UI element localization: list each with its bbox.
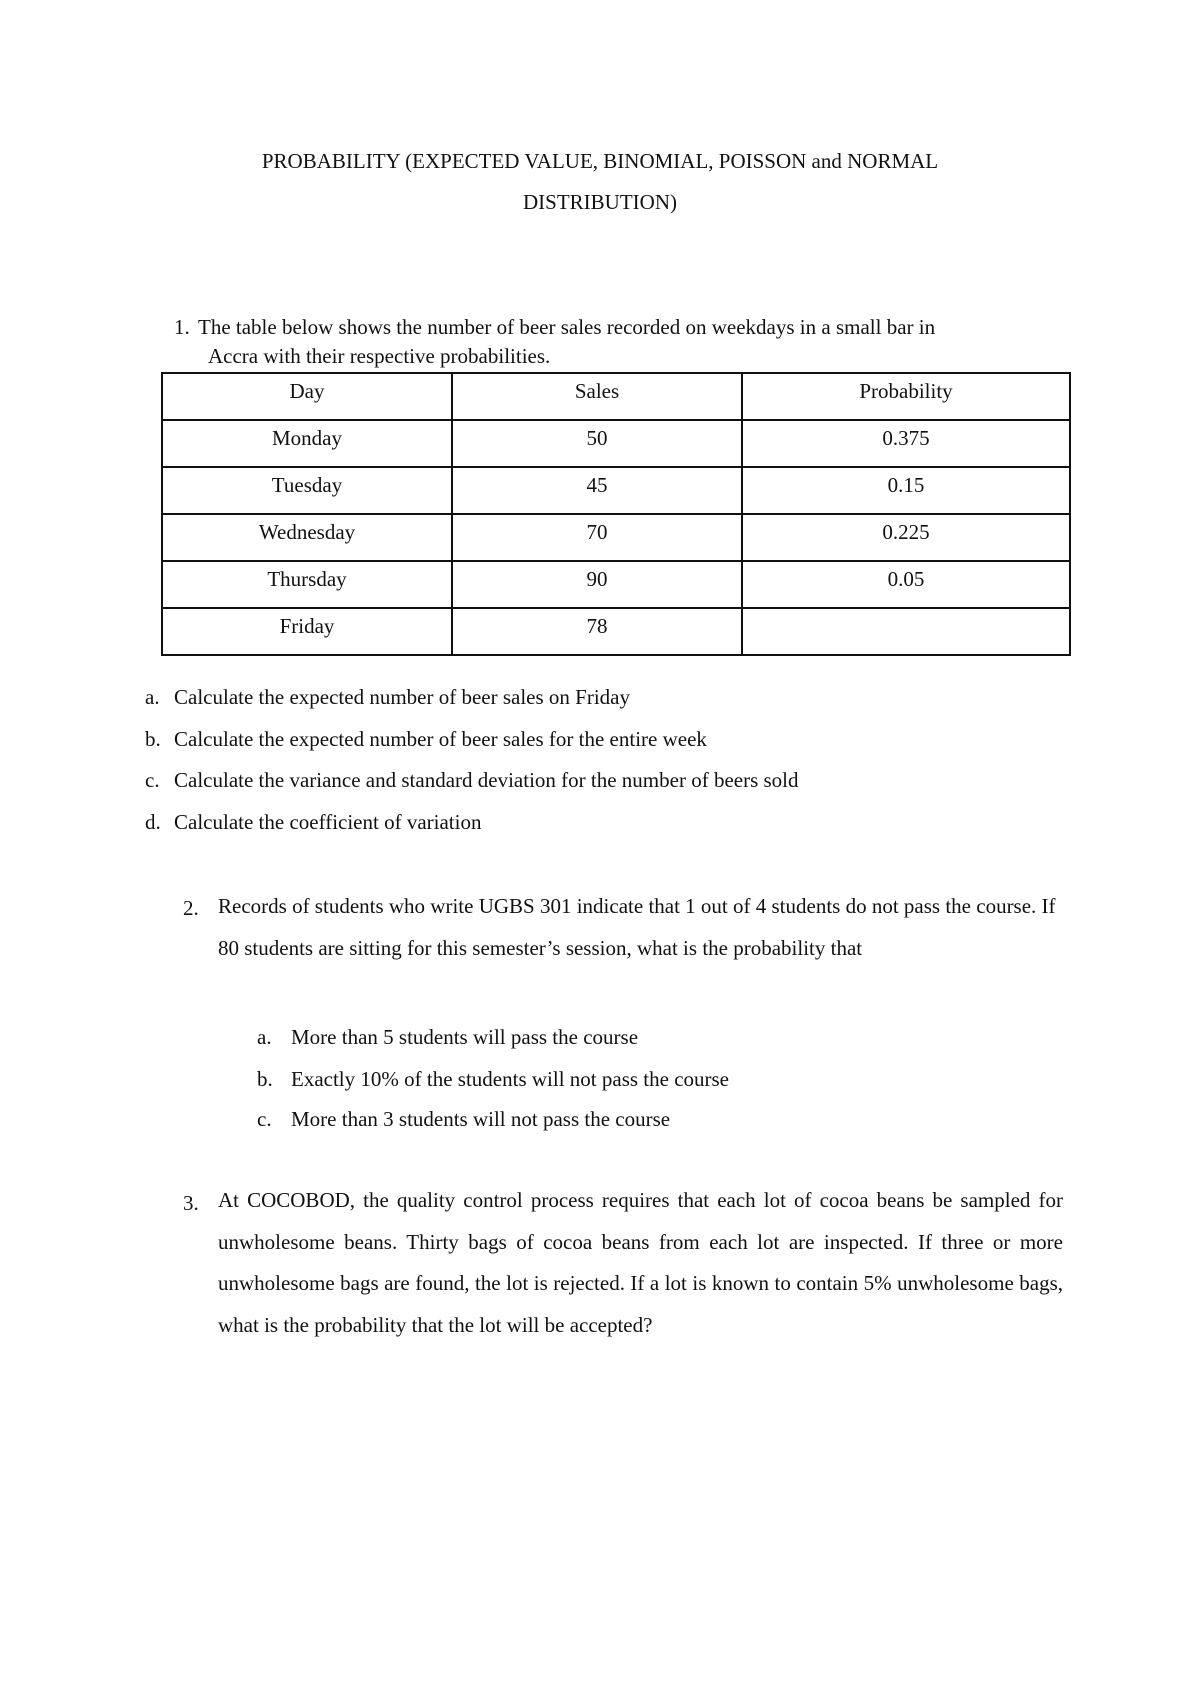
table-header-cell: Sales bbox=[452, 373, 742, 420]
part-label: b. bbox=[145, 727, 161, 751]
table-cell: 45 bbox=[452, 467, 742, 514]
table-cell: Friday bbox=[162, 608, 452, 655]
part-label: a. bbox=[145, 685, 160, 709]
table-header-cell: Probability bbox=[742, 373, 1070, 420]
question-1-number: 1. bbox=[174, 315, 190, 339]
title-line-2: DISTRIBUTION) bbox=[523, 190, 677, 214]
question-3-number: 3. bbox=[183, 1191, 199, 1215]
question-2-number: 2. bbox=[183, 896, 199, 920]
table-cell: Thursday bbox=[162, 561, 452, 608]
part-label: b. bbox=[257, 1067, 273, 1091]
table-cell: 0.375 bbox=[742, 420, 1070, 467]
part-label: c. bbox=[257, 1107, 272, 1131]
table-cell: 0.05 bbox=[742, 561, 1070, 608]
part-text: More than 3 students will not pass the course bbox=[291, 1107, 671, 1131]
table-cell: Monday bbox=[162, 420, 452, 467]
part-text: Calculate the expected number of beer sales on Friday bbox=[174, 685, 630, 709]
table-cell: 50 bbox=[452, 420, 742, 467]
title-line-1: PROBABILITY (EXPECTED VALUE, BINOMIAL, POISSON and NORMAL bbox=[261, 149, 939, 173]
part-label: a. bbox=[257, 1025, 272, 1049]
question-1-text-line-2: Accra with their respective probabilities. bbox=[208, 344, 551, 368]
beer-sales-table bbox=[161, 372, 1071, 656]
table-cell: 0.225 bbox=[742, 514, 1070, 561]
part-text: Calculate the variance and standard deviation for the number of beers sold bbox=[174, 768, 799, 792]
table-cell: 0.15 bbox=[742, 467, 1070, 514]
table-row bbox=[162, 467, 1070, 514]
part-label: c. bbox=[145, 768, 160, 792]
table-cell: 78 bbox=[452, 608, 742, 655]
part-text: More than 5 students will pass the course bbox=[291, 1025, 639, 1049]
table-row bbox=[162, 514, 1070, 561]
table-cell: 70 bbox=[452, 514, 742, 561]
part-label: d. bbox=[145, 810, 161, 834]
table-cell: Tuesday bbox=[162, 467, 452, 514]
table-row bbox=[162, 608, 1070, 655]
table-row bbox=[162, 420, 1070, 467]
table-cell: 90 bbox=[452, 561, 742, 608]
table-header-row bbox=[162, 373, 1070, 420]
part-text: Exactly 10% of the students will not pass the course bbox=[291, 1067, 729, 1091]
table-cell: Wednesday bbox=[162, 514, 452, 561]
table-header-cell: Day bbox=[162, 373, 452, 420]
part-text: Calculate the expected number of beer sales for the entire week bbox=[174, 727, 707, 751]
part-text: Calculate the coefficient of variation bbox=[174, 810, 482, 834]
table-row bbox=[162, 561, 1070, 608]
question-3-text: At COCOBOD, the quality control process requires that each lot of cocoa beans be sampled for unwholesome beans. Thirty bags of cocoa beans from each lot are inspected. If three or more unwholesome bags are found, the lot is rejected. If a lot is known to contain 5% unwholesome bags, what is the probability that the lot will be accepted? bbox=[218, 1188, 1063, 1337]
table-cell bbox=[742, 608, 1070, 655]
question-1-text-line-1: The table below shows the number of beer sales recorded on weekdays in a small bar in bbox=[198, 315, 936, 339]
question-2-text: Records of students who write UGBS 301 indicate that 1 out of 4 students do not pass the course. If 80 students are sitting for this semester’s session, what is the probability that bbox=[218, 894, 1056, 960]
